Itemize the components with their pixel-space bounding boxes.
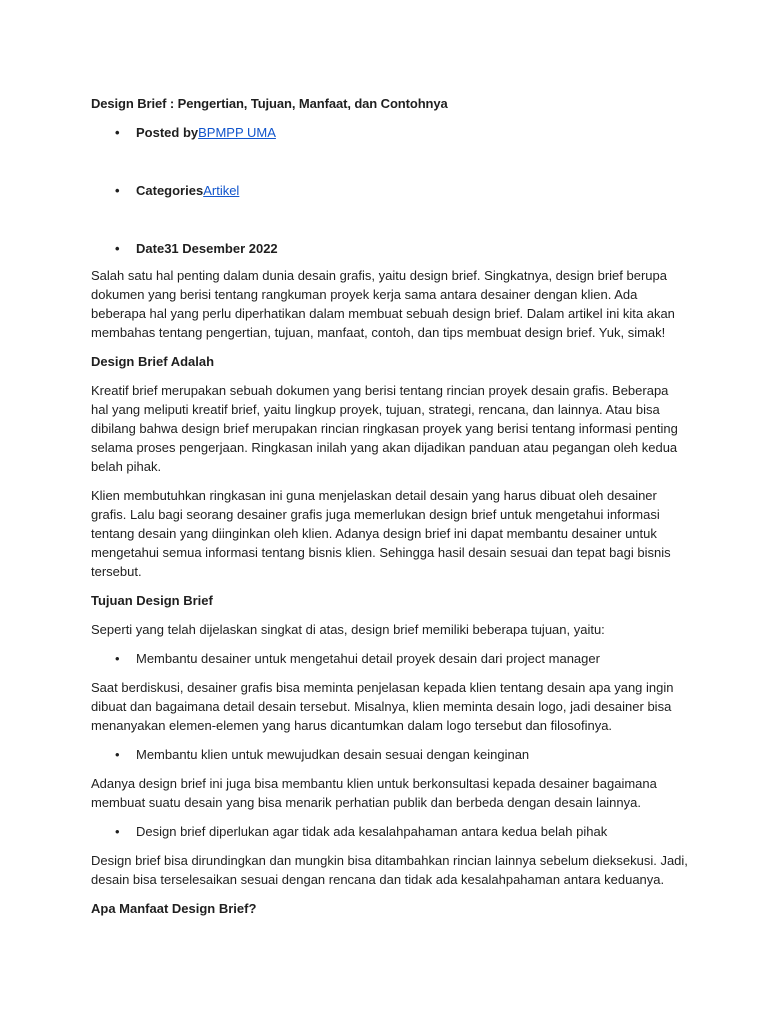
meta-categories: [91, 181, 688, 200]
meta-category-label: Categories: [136, 183, 204, 198]
definition-paragraph-1: Kreatif brief merupakan sebuah dokumen yang berisi tentang rincian proyek desain grafis. Beberapa hal yang meliputi kreatif brief, yaitu lingkup proyek, tujuan, strategi, rencana, dan lainnya. Atau bisa dibilang bahwa design brief merupakan rincian ringkasan proyek yang berisi tentang informasi penting selama proses pengerjaan. Ringkasan inilah yang akan dijadikan panduan atau pegangan oleh kedua belah pihak.: [91, 383, 678, 474]
list-item: [91, 822, 688, 841]
document-title: Design Brief : Pengertian, Tujuan, Manfaat, dan Contohnya: [91, 96, 448, 111]
purpose-intro: Seperti yang telah dijelaskan singkat di atas, design brief memiliki beberapa tujuan, yaitu:: [91, 622, 605, 637]
list-item-text: Membantu desainer untuk mengetahui detail proyek desain dari project manager: [136, 651, 600, 666]
meta-date-value: 31 Desember 2022: [164, 241, 278, 256]
post-meta-list: [91, 123, 688, 258]
section-heading-benefits: Apa Manfaat Design Brief?: [91, 901, 257, 916]
purpose-list-3: [91, 822, 688, 841]
definition-paragraph-2: Klien membutuhkan ringkasan ini guna menjelaskan detail desain yang harus dibuat oleh desainer grafis. Lalu bagi seorang desainer grafis juga memerlukan design brief untuk mengetahui informasi tentang desain yang diinginkan oleh klien. Adanya design brief ini dapat membantu desainer untuk mengetahui semua informasi tentang bisnis klien. Sehingga hasil desain sesuai dan tepat bagi bisnis tersebut.: [91, 488, 671, 579]
bullet-icon: •: [115, 183, 120, 198]
meta-date-label: Date: [136, 241, 165, 256]
purpose-list-1: [91, 649, 688, 668]
list-item: [91, 649, 688, 668]
meta-date: [91, 239, 688, 258]
bullet-icon: •: [115, 651, 120, 666]
list-item-text: Membantu klien untuk mewujudkan desain sesuai dengan keinginan: [136, 747, 530, 762]
intro-paragraph: Salah satu hal penting dalam dunia desain grafis, yaitu design brief. Singkatnya, design brief berupa dokumen yang berisi tentang rangkuman proyek kerja sama antara desainer dengan klien. Ada beberapa hal yang perlu diperhatikan dalam membuat sebuah design brief. Dalam artikel ini kita akan membahas tentang pengertian, tujuan, manfaat, contoh, dan tips membuat design brief. Yuk, simak!: [91, 268, 675, 340]
meta-posted-label: Posted by: [136, 125, 199, 140]
list-item-text: Design brief diperlukan agar tidak ada kesalahpahaman antara kedua belah pihak: [136, 824, 608, 839]
category-link[interactable]: Artikel: [203, 183, 240, 198]
purpose-list-2: [91, 745, 688, 764]
purpose-paragraph-2: Adanya design brief ini juga bisa membantu klien untuk berkonsultasi kepada desainer bagaimana membuat suatu desain yang bisa menarik perhatian publik dan berbeda dengan desain lainnya.: [91, 776, 657, 810]
section-heading-purpose: Tujuan Design Brief: [91, 593, 213, 608]
bullet-icon: •: [115, 824, 120, 839]
meta-posted-by: [91, 123, 688, 142]
bullet-icon: •: [115, 747, 120, 762]
purpose-paragraph-1: Saat berdiskusi, desainer grafis bisa meminta penjelasan kepada klien tentang desain apa yang ingin dibuat dan bagaimana detail desain tersebut. Misalnya, klien meminta desain logo, jadi desainer bisa menanyakan elemen-elemen yang harus dicantumkan dalam logo tersebut dan filosofinya.: [91, 680, 674, 733]
author-link[interactable]: BPMPP UMA: [198, 125, 276, 140]
bullet-icon: •: [115, 241, 120, 256]
bullet-icon: •: [115, 125, 120, 140]
section-heading-definition: Design Brief Adalah: [91, 354, 215, 369]
purpose-paragraph-3: Design brief bisa dirundingkan dan mungkin bisa ditambahkan rincian lainnya sebelum dieksekusi. Jadi, desain bisa terselesaikan sesuai dengan rencana dan tidak ada kesalahpahaman antara keduanya.: [91, 853, 688, 887]
list-item: [91, 745, 688, 764]
